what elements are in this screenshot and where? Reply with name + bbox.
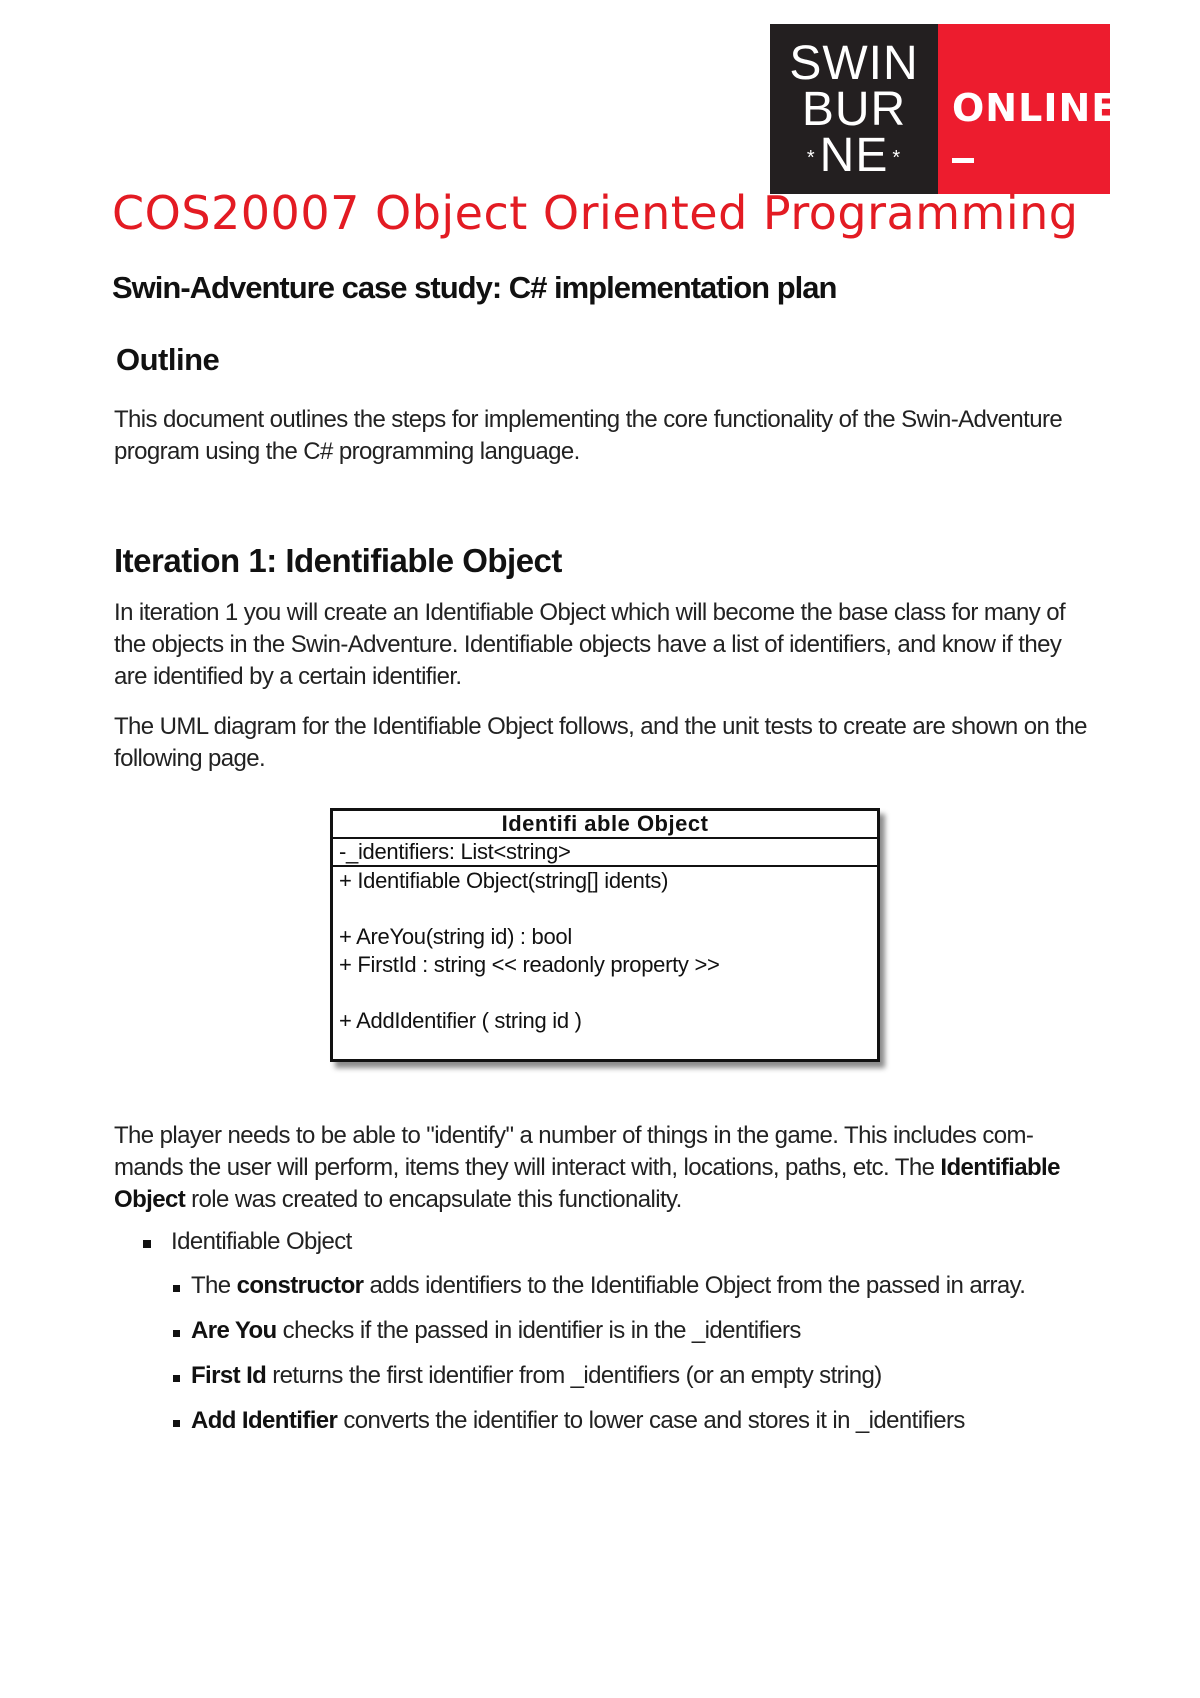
uml-op-constructor: + Identifiable Object(string[] idents) (339, 868, 669, 893)
uml-operations (333, 867, 877, 1035)
role-bold-term: Identifiable Object (114, 1154, 1060, 1213)
course-title: COS20007 Object Oriented Programming (112, 186, 1079, 240)
logo-underline (952, 158, 974, 163)
list-item-constructor: The constructor adds identifiers to the Identifiable Object from the passed in array. (171, 1270, 1025, 1302)
logo-star-icon: * (806, 147, 816, 170)
document-subtitle: Swin-Adventure case study: C# implementation plan (112, 270, 837, 305)
iteration-1-paragraph-1: In iteration 1 you will create an Identifiable Object which will become the base class for many of the objects in the Swin-Adventure. Identifiable objects have a list of identifiers, and know if they are identified by a certain identifier. (114, 599, 1066, 690)
iteration-1-heading: Iteration 1: Identifiable Object (114, 542, 562, 579)
list-item-are-you: Are You checks if the passed in identifier is in the _identifiers (171, 1315, 1025, 1347)
logo-online-panel (938, 24, 1119, 194)
list-item-first-id: First Id returns the first identifier from _identifiers (or an empty string) (171, 1360, 1025, 1392)
uml-op-areyou: + AreYou(string id) : bool (339, 924, 572, 949)
role-paragraph: The player needs to be able to "identify" a number of things in the game. This includes com-mands the user will perform, items they will interact with, locations, paths, etc. The Identifiable Object role was created to encapsulate this functionality. (114, 1122, 1060, 1213)
square-bullet-icon (143, 1240, 151, 1248)
logo-wordmark (770, 24, 938, 194)
outline-paragraph: This document outlines the steps for implementing the core functionality of the Swin-Adventure program using the C# programming language. (114, 406, 1063, 465)
logo-line-2: BUR (801, 82, 907, 136)
logo-online-text: ONLINE (952, 86, 1119, 130)
logo-line-1: SWIN (789, 36, 919, 90)
list-item-add-identifier: Add Identifier converts the identifier to lower case and stores it in _identifiers (171, 1405, 1025, 1437)
outline-heading: Outline (116, 342, 220, 377)
method-sublist (171, 1270, 1025, 1437)
square-bullet-icon (173, 1285, 180, 1292)
uml-op-spacer (339, 979, 877, 1007)
uml-class-name: Identifi able Object (333, 811, 877, 839)
identifiable-object-list (140, 1226, 1025, 1450)
square-bullet-icon (173, 1375, 180, 1382)
uml-attribute: -_identifiers: List<string> (333, 839, 877, 867)
logo-line-3: *NE * (806, 128, 902, 182)
square-bullet-icon (173, 1420, 180, 1427)
uml-op-firstid: + FirstId : string << readonly property >> (339, 952, 720, 977)
square-bullet-icon (173, 1330, 180, 1337)
swinburne-online-logo (770, 24, 1119, 194)
uml-op-addidentifier: + AddIdentifier ( string id ) (339, 1008, 582, 1033)
list-item: Identifiable Object The constructor adds identifiers to the Identifiable Object from the passed in array. Are You checks if the passed in identifier is in the _identifiers First Id returns the first identifier from _identifiers (or an empty string) Add Identifier converts the identifier to lower case and stores it in _identifiers (140, 1226, 1025, 1437)
logo-star-icon: * (892, 147, 902, 170)
iteration-1-paragraph-2: The UML diagram for the Identifiable Object follows, and the unit tests to create are shown on the following page. (114, 713, 1087, 772)
uml-class-diagram (330, 808, 880, 1062)
uml-op-spacer (339, 895, 877, 923)
